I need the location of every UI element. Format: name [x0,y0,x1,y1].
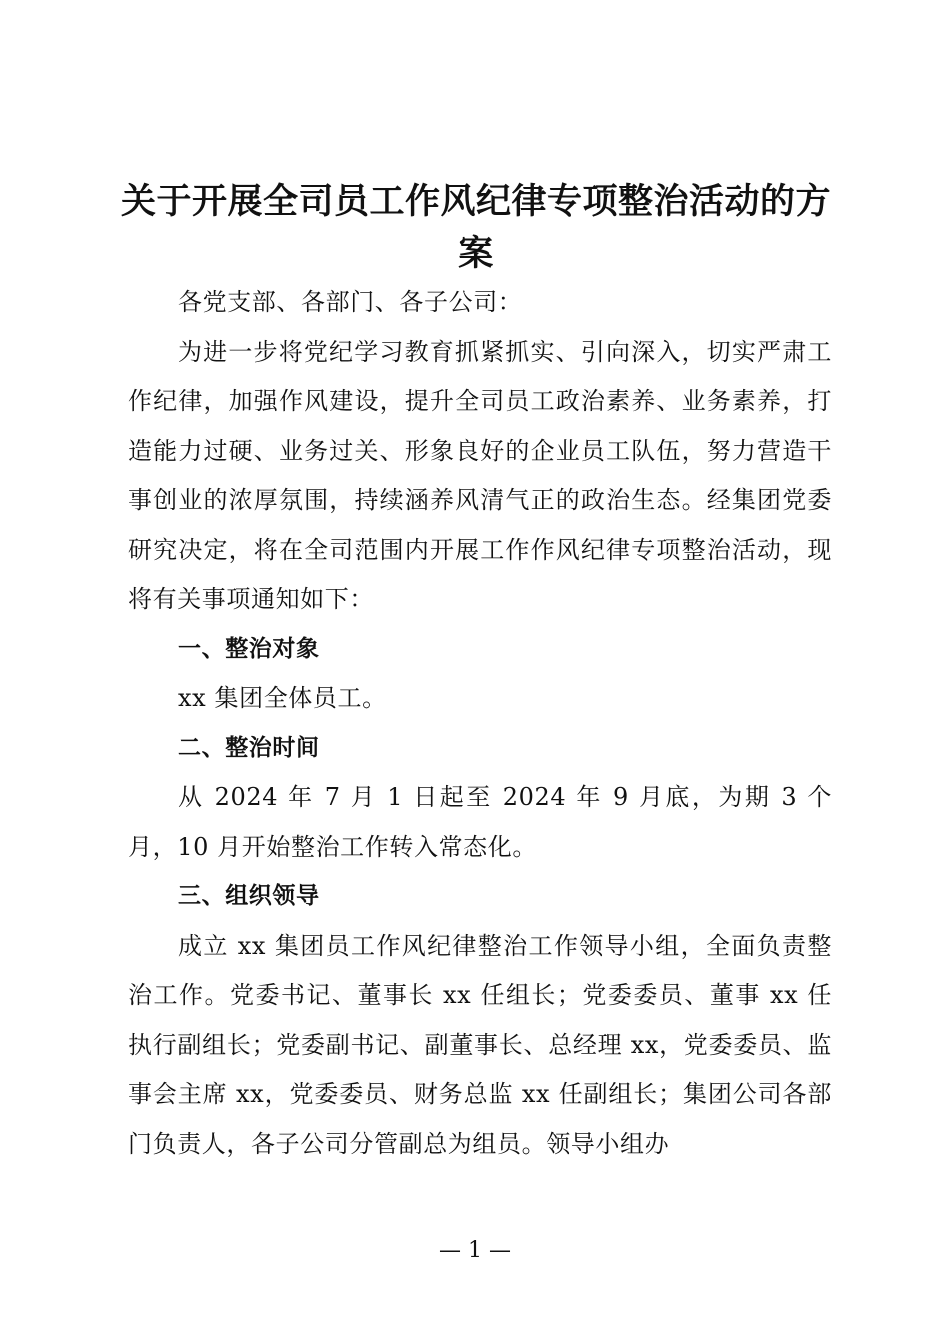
page-number: — 1 — [439,1238,511,1263]
salutation: 各党支部、各部门、各子公司： [178,288,523,316]
section-text-time: 从 2024 年 7 月 1 日起至 2024 年 9 月底，为期 3 个月，10 月开始整治工作转入常态化。 [128,783,832,861]
section-heading-leadership: 三、组织领导 [178,883,320,909]
document-title: 关于开展全司员工作风纪律专项整治活动的方案 [120,182,831,274]
intro-paragraph: 为进一步将党纪学习教育抓紧抓实、引向深入，切实严肃工作纪律，加强作风建设，提升全司员工政治素养、业务素养，打造能力过硬、业务过关、形象良好的企业员工队伍，努力营造干事创业的浓厚氛围，持续涵养风清气正的政治生态。经集团党委研究决定，将在全司范围内开展工作作风纪律专项整治活动，现将有关事项通知如下： [128,337,832,613]
document-body [128,278,832,1169]
section-text-targets: xx 集团全体员工。 [178,684,387,712]
section-heading-time: 二、整治时间 [178,734,320,761]
section-heading-targets: 一、整治对象 [178,635,320,662]
section-text-leadership: 成立 xx 集团员工作风纪律整治工作领导小组，全面负责整治工作。党委书记、董事长 xx 任组长；党委委员、董事 xx 任执行副组长；党委副书记、副董事长、总经理 xx，党委委员、监事会主席 xx，党委委员、财务总监 xx 任副组长；集团公司各部门负责人，各子公司分管副总为组员。领导小组办 [128,931,832,1158]
